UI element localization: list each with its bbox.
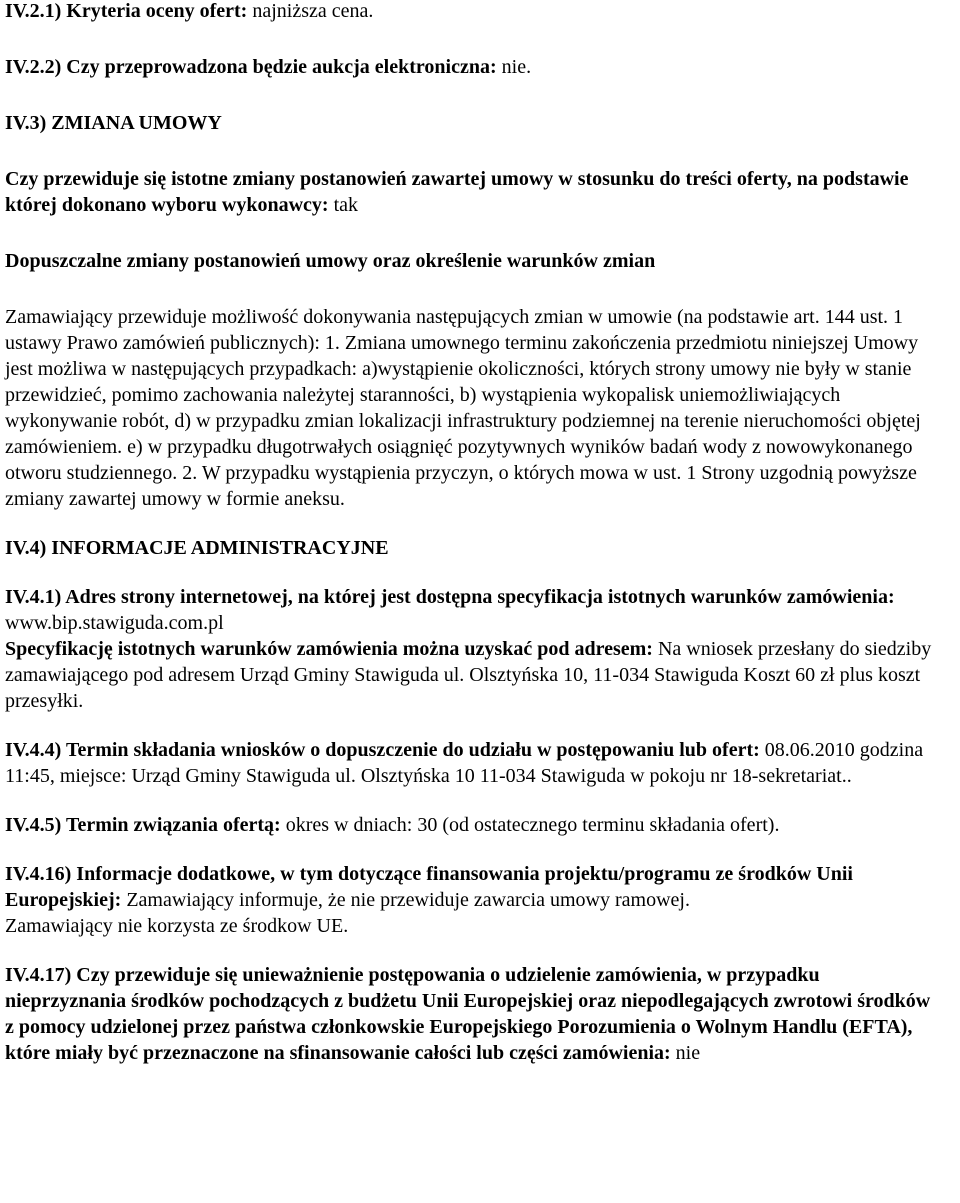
section-zmiany-umowy-pytanie [5,166,942,218]
section-value: najniższa cena. [247,0,374,22]
section-label: IV.4.4) Termin składania wniosków o dopuszczenie do udziału w postępowaniu lub ofert: [5,739,760,761]
section-value: 08.06.2010 godzina 11:45, miejsce: Urząd Gminy Stawiguda ul. Olsztyńska 10 11-034 Stawiguda w pokoju nr 18-sekretariat.. [5,739,924,787]
section-label: IV.4.5) Termin związania ofertą: [5,814,281,836]
section-value: tak [328,194,359,216]
section-label: IV.2.1) Kryteria oceny ofert: [5,0,248,22]
section-termin-zwiazania [5,812,942,838]
heading-informacje-administracyjne: IV.4) INFORMACJE ADMINISTRACYJNE [5,537,389,559]
section-label: Czy przewiduje się istotne zmiany postanowień zawartej umowy w stosunku do treści oferty, na podstawie której dokonano wyboru wykonawcy: [5,168,909,216]
section-label: IV.2.2) Czy przeprowadzona będzie aukcja elektroniczna: [5,56,497,78]
section-label: IV.4.17) Czy przewiduje się unieważnienie postępowania o udzielenie zamówienia, w przypadku nieprzyznania środków pochodzących z budżetu Unii Europejskiej oraz niepodlegających zwrotowi środków z pomocy udzielonej przez państwa członkowskie Europejskiego Porozumienia o Wolnym Handlu (EFTA), które miały być przeznaczone na sfinansowanie całości lub części zamówienia: [5,964,931,1064]
section-adres-strony [5,584,942,636]
section-label: IV.4.1) Adres strony internetowej, na której jest dostępna specyfikacja istotnych warunków zamówienia: [5,586,895,608]
section-informacje-dodatkowe [5,861,942,913]
section-label: IV.4.16) Informacje dodatkowe, w tym dotyczące finansowania projektu/programu ze środków Unii Europejskiej: [5,863,853,911]
section-aukcja-elektroniczna [5,54,942,80]
section-informacje-dodatkowe-extra: Zamawiający nie korzysta ze środkow UE. [5,915,349,937]
section-value: okres w dniach: 30 (od ostatecznego terminu składania ofert). [280,814,780,836]
section-value: Zamawiający informuje, że nie przewiduje zawarcia umowy ramowej. [121,889,690,911]
section-kryteria-oceny [5,0,942,24]
section-specyfikacja [5,636,942,714]
section-label: Specyfikację istotnych warunków zamówienia można uzyskać pod adresem: [5,638,653,660]
section-uniewaznienie [5,962,942,1066]
section-value: nie [670,1042,701,1064]
paragraph-dopuszczalne-zmiany: Zamawiający przewiduje możliwość dokonywania następujących zmian w umowie (na podstawie art. 144 ust. 1 ustawy Prawo zamówień publicznych): 1. Zmiana umownego terminu zakończenia przedmiotu niniejszej Umowy jest możliwa w następujących przypadkach: a)wystąpienie okoliczności, których strony umowy nie były w stanie przewidzieć, pomimo zachowania należytej staranności, b) wystąpienia wykopalisk uniemożliwiających wykonywanie robót, d) w przypadku zmian lokalizacji infrastruktury podziemnej na terenie nieruchomości objętej zamówieniem. e) w przypadku długotrwałych osiągnięć pozytywnych wyników badań wody z nowowykonanego otworu studziennego. 2. W przypadku wystąpienia przyczyn, o których mowa w ust. 1 Strony uzgodnią powyższe zmiany zawartej umowy w formie aneksu. [5,306,921,510]
heading-zmiana-umowy: IV.3) ZMIANA UMOWY [5,112,222,134]
section-value: www.bip.stawiguda.com.pl [5,612,224,634]
heading-dopuszczalne-zmiany: Dopuszczalne zmiany postanowień umowy oraz określenie warunków zmian [5,250,656,272]
section-value: nie. [496,56,532,78]
section-value: Na wniosek przesłany do siedziby zamawiającego pod adresem Urząd Gminy Stawiguda ul. Olsztyńska 10, 11-034 Stawiguda Koszt 60 zł plus koszt przesyłki. [5,638,932,712]
section-termin-skladania [5,737,942,789]
